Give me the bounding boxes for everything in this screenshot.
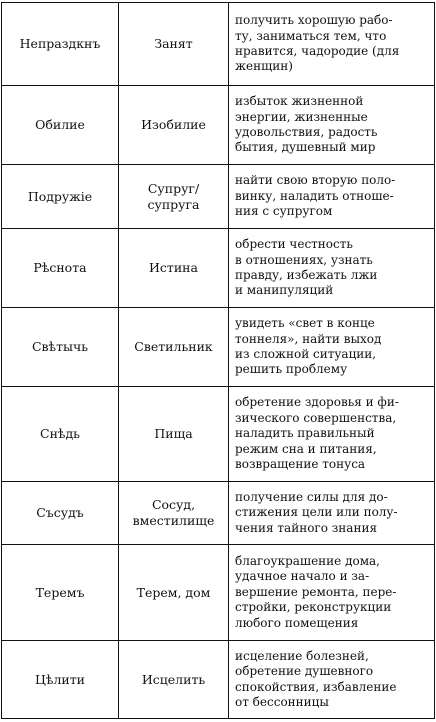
term-cell: Свѣтычь xyxy=(2,308,119,387)
glossary-table xyxy=(1,2,435,719)
meaning-cell: Светильник xyxy=(119,308,229,387)
meaning-cell: Истина xyxy=(119,229,229,308)
meaning-cell: Супруг/ супруга xyxy=(119,165,229,229)
term-cell: Цѣлити xyxy=(2,641,119,719)
meaning-cell: Изобилие xyxy=(119,86,229,165)
effect-cell xyxy=(229,165,435,229)
table-row xyxy=(2,165,435,229)
table-row xyxy=(2,86,435,165)
effect-cell xyxy=(229,3,435,86)
effect-text: получить хорошую рабо- ту, заниматься тем, что нравится, чадородие (для женщин) xyxy=(235,13,400,74)
table-row xyxy=(2,482,435,545)
effect-cell xyxy=(229,387,435,482)
effect-text: исцеление болезней, обретение душевного спокойствия, избавление от бессонницы xyxy=(235,648,397,709)
effect-text: благоукрашение дома, удачное начало и за- вершение ремонта, пере- стройки, реконструкции любого помещения xyxy=(235,553,397,630)
glossary-body xyxy=(2,3,435,719)
meaning-cell: Пища xyxy=(119,387,229,482)
term-cell: Непраздкнъ xyxy=(2,3,119,86)
term-cell: Снѣдь xyxy=(2,387,119,482)
effect-text: обрести честность в отношениях, узнать правду, избежать лжи и манипуляций xyxy=(235,237,378,298)
effect-text: избыток жизненной энергии, жизненные удовольствия, радость бытия, душевный мир xyxy=(235,94,378,155)
term-cell: Съсудъ xyxy=(2,482,119,545)
table-row xyxy=(2,3,435,86)
term-cell: Подружіе xyxy=(2,165,119,229)
meaning-cell: Исцелить xyxy=(119,641,229,719)
table-row xyxy=(2,641,435,719)
effect-cell xyxy=(229,482,435,545)
table-row xyxy=(2,545,435,641)
term-cell: Теремъ xyxy=(2,545,119,641)
effect-cell xyxy=(229,308,435,387)
effect-text: увидеть «свет в конце тоннеля», найти выход из сложной ситуации, решить проблему xyxy=(235,316,382,377)
effect-cell xyxy=(229,229,435,308)
effect-text: получение силы для до- стижения цели или полу- чения тайного знания xyxy=(235,489,398,535)
meaning-cell: Терем, дом xyxy=(119,545,229,641)
table-row xyxy=(2,387,435,482)
term-cell: Обилие xyxy=(2,86,119,165)
effect-cell xyxy=(229,86,435,165)
effect-text: обретение здоровья и фи- зического совершенства, наладить правильный режим сна и питания, возвращение тонуса xyxy=(235,395,399,472)
effect-cell xyxy=(229,545,435,641)
table-row xyxy=(2,229,435,308)
effect-text: найти свою вторую поло- винку, наладить отноше- ния с супругом xyxy=(235,173,396,219)
meaning-cell: Занят xyxy=(119,3,229,86)
table-row xyxy=(2,308,435,387)
meaning-cell: Сосуд, вместилище xyxy=(119,482,229,545)
term-cell: Рѣснота xyxy=(2,229,119,308)
effect-cell xyxy=(229,641,435,719)
